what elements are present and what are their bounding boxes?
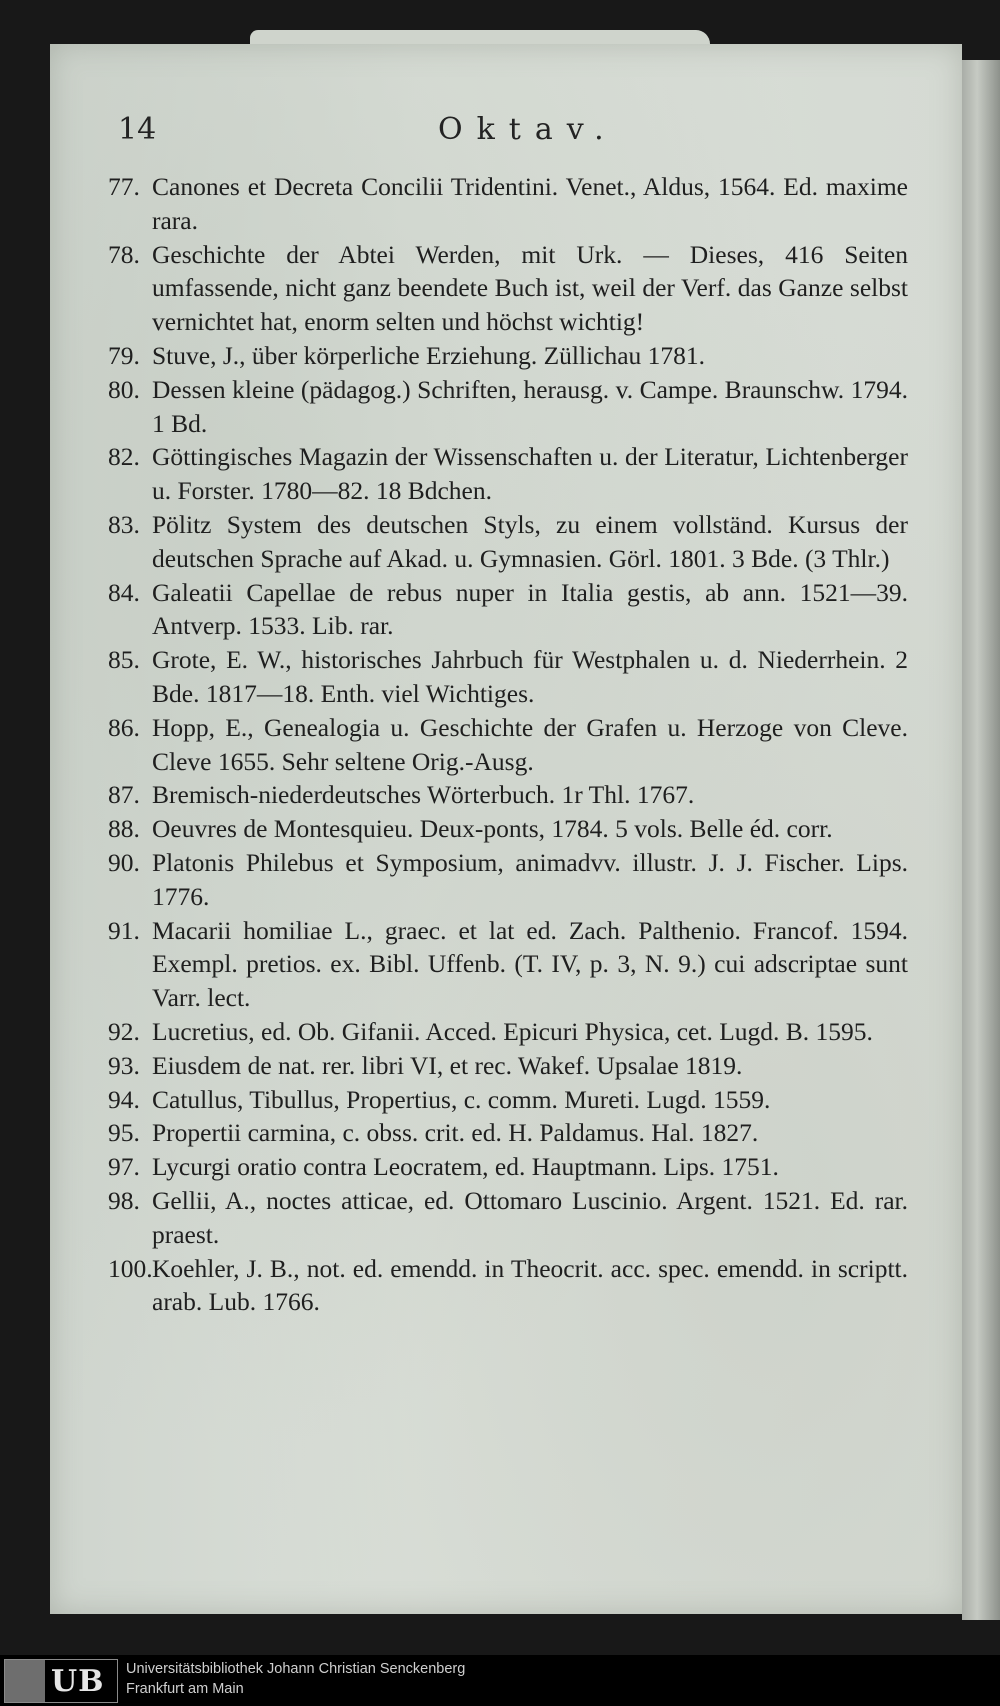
catalog-entry [108,1150,908,1184]
entry-number: 86. [108,712,140,742]
catalog-entry [108,508,908,576]
entry-text: Grote, E. W., historisches Jahrbuch für Westphalen u. d. Niederrhein. 2 Bde. 1817—18. Enth. viel Wichtiges. [152,645,908,708]
entry-text: Lucretius, ed. Ob. Gifanii. Acced. Epicuri Physica, cet. Lugd. B. 1595. [152,1016,873,1046]
page-number: 14 [118,112,157,147]
catalog-entry [108,440,908,508]
catalog-entry [108,576,908,644]
catalog-entry [108,1116,908,1150]
catalog-entry [108,1015,908,1049]
catalog-entry [108,711,908,779]
catalog-entry [108,170,908,238]
entry-text: Bremisch-niederdeutsches Wörterbuch. 1r Thl. 1767. [152,780,695,810]
institution-name: Universitätsbibliothek Johann Christian Senckenberg [126,1661,466,1677]
library-footer [0,1655,1000,1706]
entry-number: 77. [108,172,140,201]
entry-text: Gellii, A., noctes atticae, ed. Ottomaro Luscinio. Argent. 1521. Ed. rar. praest. [152,1185,908,1249]
entry-number: 91. [108,915,140,945]
entry-text: Catullus, Tibullus, Propertius, c. comm. Mureti. Lugd. 1559. [152,1084,771,1114]
entry-number: 98. [108,1185,140,1215]
entry-text: Oeuvres de Montesquieu. Deux-ponts, 1784. 5 vols. Belle éd. corr. [152,814,833,844]
library-logo[interactable] [4,1659,118,1703]
entry-text: Hopp, E., Genealogia u. Geschichte der Grafen u. Herzoge von Cleve. Cleve 1655. Sehr seltene Orig.-Ausg. [152,712,908,776]
catalog-entry [108,1049,908,1083]
entry-number: 83. [108,509,140,539]
entry-number: 92. [108,1016,140,1046]
entry-number: 100. [108,1253,153,1283]
logo-text: UB [51,1663,105,1699]
catalog-entry [108,812,908,846]
entry-number: 90. [108,847,140,877]
catalog-entry [108,339,908,373]
catalog-entry [108,1184,908,1252]
catalog-entry [108,914,908,1015]
entry-number: 88. [108,814,140,844]
entry-text: Platonis Philebus et Symposium, animadvv. illustr. J. J. Fischer. Lips. 1776. [152,847,908,911]
entry-text: Eiusdem de nat. rer. libri VI, et rec. Wakef. Upsalae 1819. [152,1050,743,1080]
next-page-edge [962,60,1000,1620]
entry-number: 79. [108,340,140,370]
entry-text: Lycurgi oratio contra Leocratem, ed. Hauptmann. Lips. 1751. [152,1152,779,1182]
entry-number: 94. [108,1084,140,1114]
catalog-entry [108,778,908,812]
entry-text: Pölitz System des deutschen Styls, zu einem vollständ. Kursus der deutschen Sprache auf Akad. u. Gymnasien. Görl. 1801. 3 Bde. (3 Thlr.) [152,509,908,573]
entry-text: Macarii homiliae L., graec. et lat ed. Zach. Palthenio. Francof. 1594. Exempl. pretios. ex. Bibl. Uffenb. (T. IV, p. 3, N. 9.) cui adscriptae sunt Varr. lect. [152,915,908,1013]
entry-text: Geschichte der Abtei Werden, mit Urk. — Dieses, 416 Seiten umfassende, nicht ganz beendete Buch ist, weil der Verf. das Ganze selbst vernichtet hat, enorm selten und höchst wichtig! [152,239,908,337]
entry-text: Göttingisches Magazin der Wissenschaften u. der Literatur, Lichtenberger u. Forster. 1780—82. 18 Bdchen. [152,442,908,506]
entry-number: 78. [108,239,140,269]
catalog-entry [108,238,908,339]
catalog-entry [108,1252,908,1320]
entry-text: Propertii carmina, c. obss. crit. ed. H. Paldamus. Hal. 1827. [152,1118,759,1148]
catalog-entry-list [108,170,908,1319]
senckenberg-seal-icon [5,1660,45,1702]
entry-number: 95. [108,1118,140,1148]
institution-city: Frankfurt am Main [126,1681,244,1697]
entry-text: Canones et Decreta Concilii Tridentini. Venet., Aldus, 1564. Ed. maxime rara. [152,172,908,235]
entry-number: 85. [108,645,140,675]
entry-number: 97. [108,1152,140,1182]
catalog-entry [108,846,908,914]
entry-number: 87. [108,780,140,810]
entry-number: 84. [108,577,140,607]
catalog-entry [108,643,908,711]
entry-text: Galeatii Capellae de rebus nuper in Italia gestis, ab ann. 1521—39. Antverp. 1533. Lib. rar. [152,577,908,641]
page-header [118,112,898,152]
catalog-entry [108,1083,908,1117]
entry-number: 82. [108,442,140,472]
entry-number: 80. [108,374,140,404]
entry-text: Stuve, J., über körperliche Erziehung. Züllichau 1781. [152,340,706,370]
catalog-entry [108,373,908,441]
entry-text: Koehler, J. B., not. ed. emendd. in Theocrit. acc. spec. emendd. in scriptt. arab. Lub. 1766. [152,1253,908,1317]
running-title: Oktav. [438,112,618,147]
entry-number: 93. [108,1050,140,1080]
entry-text: Dessen kleine (pädagog.) Schriften, herausg. v. Campe. Braunschw. 1794. 1 Bd. [152,374,908,438]
